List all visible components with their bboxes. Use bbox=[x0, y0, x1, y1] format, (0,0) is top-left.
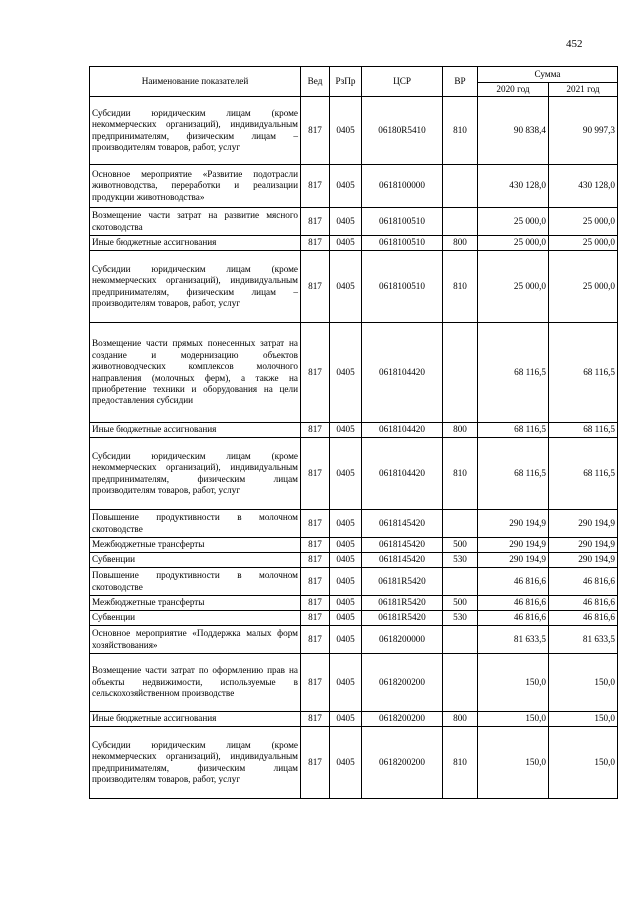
row-ved: 817 bbox=[301, 208, 330, 236]
table-row bbox=[90, 423, 618, 438]
row-ved: 817 bbox=[301, 538, 330, 553]
row-sum-2021: 290 194,9 bbox=[549, 538, 618, 553]
row-csr: 0618100000 bbox=[362, 165, 443, 208]
row-ved: 817 bbox=[301, 438, 330, 510]
row-vr: 810 bbox=[443, 438, 478, 510]
row-sum-2021: 25 000,0 bbox=[549, 208, 618, 236]
table-body bbox=[90, 97, 618, 799]
row-sum-2021: 68 116,5 bbox=[549, 323, 618, 423]
row-sum-2020: 290 194,9 bbox=[478, 553, 549, 568]
table-row bbox=[90, 568, 618, 596]
row-ved: 817 bbox=[301, 236, 330, 251]
row-sum-2020: 46 816,6 bbox=[478, 611, 549, 626]
row-csr: 06180R5410 bbox=[362, 97, 443, 165]
row-ved: 817 bbox=[301, 654, 330, 712]
row-sum-2020: 90 838,4 bbox=[478, 97, 549, 165]
row-csr: 06181R5420 bbox=[362, 611, 443, 626]
row-ved: 817 bbox=[301, 423, 330, 438]
row-vr: 810 bbox=[443, 251, 478, 323]
header-sum: Сумма bbox=[478, 67, 618, 83]
row-csr: 0618100510 bbox=[362, 251, 443, 323]
row-csr: 06181R5420 bbox=[362, 568, 443, 596]
row-vr: 500 bbox=[443, 538, 478, 553]
row-csr: 0618104420 bbox=[362, 423, 443, 438]
row-sum-2021: 290 194,9 bbox=[549, 553, 618, 568]
row-rzpr: 0405 bbox=[330, 553, 362, 568]
row-csr: 0618200000 bbox=[362, 626, 443, 654]
row-name: Иные бюджетные ассигнования bbox=[90, 236, 301, 251]
row-rzpr: 0405 bbox=[330, 251, 362, 323]
row-ved: 817 bbox=[301, 727, 330, 799]
row-sum-2020: 430 128,0 bbox=[478, 165, 549, 208]
row-name: Субсидии юридическим лицам (кроме некоммерческих организаций), индивидуальным предпринимателям, физическим лицам производителям товаров, работ, услуг bbox=[90, 438, 301, 510]
row-sum-2021: 46 816,6 bbox=[549, 568, 618, 596]
row-ved: 817 bbox=[301, 510, 330, 538]
table-row bbox=[90, 236, 618, 251]
row-name: Возмещение части затрат по оформлению прав на объекты недвижимости, используемые в сельскохозяйственном производстве bbox=[90, 654, 301, 712]
row-name: Межбюджетные трансферты bbox=[90, 538, 301, 553]
row-name: Субсидии юридическим лицам (кроме некоммерческих организаций), индивидуальным предпринимателям, физическим лицам производителям товаров, работ, услуг bbox=[90, 727, 301, 799]
row-rzpr: 0405 bbox=[330, 712, 362, 727]
table-row bbox=[90, 323, 618, 423]
row-name: Иные бюджетные ассигнования bbox=[90, 423, 301, 438]
row-name: Возмещение части затрат на развитие мясного скотоводства bbox=[90, 208, 301, 236]
row-ved: 817 bbox=[301, 251, 330, 323]
row-rzpr: 0405 bbox=[330, 97, 362, 165]
header-2020: 2020 год bbox=[478, 83, 549, 97]
row-csr: 06181R5420 bbox=[362, 596, 443, 611]
row-vr bbox=[443, 568, 478, 596]
header-2021: 2021 год bbox=[549, 83, 618, 97]
table-row bbox=[90, 510, 618, 538]
row-vr: 500 bbox=[443, 596, 478, 611]
row-sum-2021: 81 633,5 bbox=[549, 626, 618, 654]
table-row bbox=[90, 626, 618, 654]
row-rzpr: 0405 bbox=[330, 626, 362, 654]
row-sum-2021: 68 116,5 bbox=[549, 423, 618, 438]
row-sum-2021: 25 000,0 bbox=[549, 251, 618, 323]
row-vr: 530 bbox=[443, 553, 478, 568]
row-vr bbox=[443, 626, 478, 654]
row-ved: 817 bbox=[301, 568, 330, 596]
row-name: Возмещение части прямых понесенных затрат на создание и модернизацию объектов животноводческих комплексов молочного направления (молочных ферм), а также на приобретение техники и оборудования на цели предоставления субсидии bbox=[90, 323, 301, 423]
row-sum-2020: 150,0 bbox=[478, 727, 549, 799]
row-sum-2020: 150,0 bbox=[478, 654, 549, 712]
row-vr: 800 bbox=[443, 712, 478, 727]
row-vr: 810 bbox=[443, 727, 478, 799]
row-vr: 800 bbox=[443, 423, 478, 438]
row-sum-2020: 68 116,5 bbox=[478, 323, 549, 423]
row-name: Субвенции bbox=[90, 611, 301, 626]
row-ved: 817 bbox=[301, 97, 330, 165]
row-csr: 0618200200 bbox=[362, 727, 443, 799]
row-name: Повышение продуктивности в молочном скотоводстве bbox=[90, 568, 301, 596]
row-rzpr: 0405 bbox=[330, 568, 362, 596]
row-sum-2020: 68 116,5 bbox=[478, 423, 549, 438]
table-row bbox=[90, 208, 618, 236]
row-vr bbox=[443, 208, 478, 236]
row-sum-2020: 25 000,0 bbox=[478, 236, 549, 251]
table-row bbox=[90, 538, 618, 553]
row-name: Субсидии юридическим лицам (кроме некоммерческих организаций), индивидуальным предпринимателям, физическим лицам – производителям товаров, работ, услуг bbox=[90, 251, 301, 323]
row-sum-2020: 81 633,5 bbox=[478, 626, 549, 654]
row-csr: 0618145420 bbox=[362, 553, 443, 568]
row-vr: 530 bbox=[443, 611, 478, 626]
row-rzpr: 0405 bbox=[330, 538, 362, 553]
row-csr: 0618200200 bbox=[362, 654, 443, 712]
row-sum-2021: 290 194,9 bbox=[549, 510, 618, 538]
row-ved: 817 bbox=[301, 626, 330, 654]
row-csr: 0618145420 bbox=[362, 538, 443, 553]
table-row bbox=[90, 727, 618, 799]
header-csr: ЦСР bbox=[362, 67, 443, 97]
table-row bbox=[90, 165, 618, 208]
row-sum-2020: 25 000,0 bbox=[478, 208, 549, 236]
row-rzpr: 0405 bbox=[330, 510, 362, 538]
row-name: Повышение продуктивности в молочном скотоводстве bbox=[90, 510, 301, 538]
row-sum-2020: 290 194,9 bbox=[478, 538, 549, 553]
row-sum-2021: 150,0 bbox=[549, 654, 618, 712]
row-sum-2021: 46 816,6 bbox=[549, 596, 618, 611]
row-ved: 817 bbox=[301, 712, 330, 727]
row-rzpr: 0405 bbox=[330, 611, 362, 626]
header-rzpr: РзПр bbox=[330, 67, 362, 97]
row-rzpr: 0405 bbox=[330, 596, 362, 611]
row-name: Межбюджетные трансферты bbox=[90, 596, 301, 611]
table-row bbox=[90, 251, 618, 323]
row-csr: 0618200200 bbox=[362, 712, 443, 727]
row-sum-2021: 25 000,0 bbox=[549, 236, 618, 251]
row-name: Субвенции bbox=[90, 553, 301, 568]
row-name: Основное мероприятие «Развитие подотрасли животноводства, переработки и реализации продукции животноводства» bbox=[90, 165, 301, 208]
row-sum-2021: 68 116,5 bbox=[549, 438, 618, 510]
table-row bbox=[90, 438, 618, 510]
row-rzpr: 0405 bbox=[330, 438, 362, 510]
row-rzpr: 0405 bbox=[330, 208, 362, 236]
header-name: Наименование показателей bbox=[90, 67, 301, 97]
row-ved: 817 bbox=[301, 596, 330, 611]
row-rzpr: 0405 bbox=[330, 236, 362, 251]
table-row bbox=[90, 553, 618, 568]
row-ved: 817 bbox=[301, 323, 330, 423]
row-sum-2021: 90 997,3 bbox=[549, 97, 618, 165]
row-vr: 810 bbox=[443, 97, 478, 165]
row-rzpr: 0405 bbox=[330, 165, 362, 208]
row-ved: 817 bbox=[301, 611, 330, 626]
row-vr: 800 bbox=[443, 236, 478, 251]
row-sum-2020: 150,0 bbox=[478, 712, 549, 727]
table-header bbox=[90, 67, 618, 97]
row-rzpr: 0405 bbox=[330, 727, 362, 799]
row-vr bbox=[443, 654, 478, 712]
budget-table bbox=[89, 66, 618, 799]
table-row bbox=[90, 654, 618, 712]
row-sum-2021: 46 816,6 bbox=[549, 611, 618, 626]
row-name: Основное мероприятие «Поддержка малых форм хозяйствования» bbox=[90, 626, 301, 654]
table-row bbox=[90, 596, 618, 611]
row-sum-2021: 150,0 bbox=[549, 712, 618, 727]
row-sum-2021: 430 128,0 bbox=[549, 165, 618, 208]
header-vr: ВР bbox=[443, 67, 478, 97]
row-csr: 0618100510 bbox=[362, 208, 443, 236]
row-ved: 817 bbox=[301, 553, 330, 568]
row-csr: 0618104420 bbox=[362, 438, 443, 510]
row-rzpr: 0405 bbox=[330, 423, 362, 438]
row-sum-2020: 290 194,9 bbox=[478, 510, 549, 538]
row-name: Иные бюджетные ассигнования bbox=[90, 712, 301, 727]
row-csr: 0618104420 bbox=[362, 323, 443, 423]
page-number: 452 bbox=[566, 38, 583, 50]
row-vr bbox=[443, 323, 478, 423]
row-sum-2020: 46 816,6 bbox=[478, 596, 549, 611]
row-ved: 817 bbox=[301, 165, 330, 208]
row-vr bbox=[443, 165, 478, 208]
table-row bbox=[90, 611, 618, 626]
row-vr bbox=[443, 510, 478, 538]
row-name: Субсидии юридическим лицам (кроме некоммерческих организаций), индивидуальным предпринимателям, физическим лицам – производителям товаров, работ, услуг bbox=[90, 97, 301, 165]
row-csr: 0618145420 bbox=[362, 510, 443, 538]
table-row bbox=[90, 712, 618, 727]
header-ved: Вед bbox=[301, 67, 330, 97]
row-rzpr: 0405 bbox=[330, 323, 362, 423]
row-sum-2020: 25 000,0 bbox=[478, 251, 549, 323]
row-sum-2020: 46 816,6 bbox=[478, 568, 549, 596]
row-sum-2020: 68 116,5 bbox=[478, 438, 549, 510]
row-rzpr: 0405 bbox=[330, 654, 362, 712]
row-csr: 0618100510 bbox=[362, 236, 443, 251]
table-row bbox=[90, 97, 618, 165]
row-sum-2021: 150,0 bbox=[549, 727, 618, 799]
